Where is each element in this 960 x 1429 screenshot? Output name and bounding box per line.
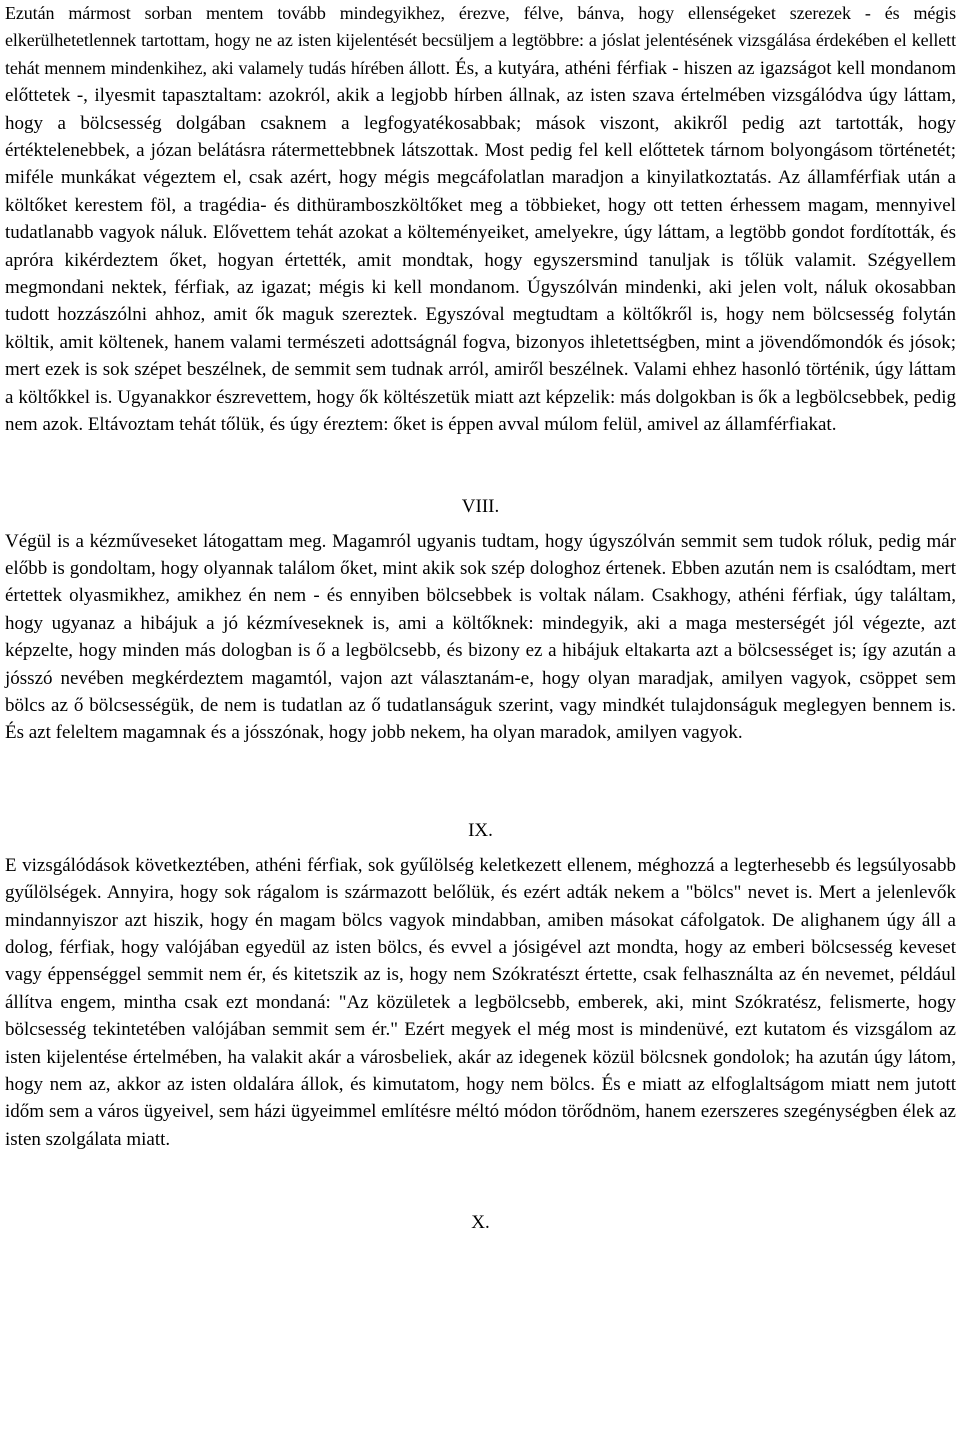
- paragraph-3: E vizsgálódások következtében, athéni férfiak, sok gyűlölség keletkezett ellenem, méghozzá a legterhesebb és legsúlyosabb gyűlölségek. Annyira, hogy sok rágalom is származott belőlük, és ezért adták nekem a "bölcs" nevet is. Mert a jelenlevők mindannyiszor azt hiszik, hogy én magam bölcs vagyok mindabban, amiben másokat cáfolgatok. De alighanem úgy áll a dolog, férfiak, hogy valójában egyedül az isten bölcs, és evvel a jósigével azt mondta, hogy az emberi bölcsesség keveset vagy éppenséggel semmit nem ér, és kitetszik az is, hogy nem Szókratészt értette, csak felhasználta az én nevemet, például állítva engem, mintha csak ezt mondaná: "Az közületek a legbölcsebb, emberek, aki, mint Szókratész, felismerte, hogy bölcsesség tekintetében valójában semmit sem ér." Ezért megyek el még most is mindenüvé, ezt kutatom és vizsgálom az isten kijelentése értelmében, ha valakit akár a városbeliek, akár az idegenek közül bölcsnek gondolok; ha azután úgy látom, hogy nem az, akkor az isten oldalára állok, és kimutatom, hogy nem bölcs. És e miatt az elfoglaltságom miatt nem jutott időm sem a város ügyeivel, sem házi ügyeimmel említésre méltó módon törődnöm, hanem ezerszeres szegénységben élek az isten szolgálata miatt.: [5, 854, 956, 1150]
- paragraph-1-opening: Ezután mármost sorban mentem tovább mindegyikhez, érezve, félve, bánva, hogy ellenségeket szerezek - és mégis elkerülhetetlennek tartottam, hogy ne az isten kijelentését becsüljem a legtöbbre: a jóslat jelentésének vizsgálása érdekében el kellett tehát mennem mindenkihez, aki valamely tudás hírében állott.: [5, 3, 956, 78]
- section-heading-x: X.: [471, 1212, 490, 1234]
- paragraph-2: Végül is a kézműveseket látogattam meg. Magamról ugyanis tudtam, hogy úgyszólván semmit sem tudok róluk, pedig már előbb is gondoltam, hogy olyannak találom őket, mint akik sok szép dologhoz értenek. Ebben azután nem is csalódtam, mert értettek olyasmikhez, amikhez én nem - és ennyiben bölcsebbek is voltak nálam. Csakhogy, athéni férfiak, úgy találtam, hogy ugyanaz a hibájuk a jó kézmíveseknek is, ami a költőknek: mindegyik, aki a maga mesterségét jól végezte, azt képzelte, hogy minden más dologban is ő a legbölcsebb, és bizony ez a hibájuk eltakarta azt a bölcsességet is; így azután a jósszó nevében megkérdeztem magamtól, vajon azt választanám-e, hogy olyan maradjak, amilyen vagyok, csöppet sem bölcs az ő bölcsességük, de nem is tudatlan az ő tudatlanságuk szerint, vagy mindkét tulajdonságuk meglegyen bennem is. És azt feleltem magamnak és a jósszónak, hogy jobb nekem, ha olyan maradok, amilyen vagyok.: [5, 530, 956, 744]
- paragraph-1-middle: És, a kutyára, athéni férfiak - hiszen az igazságot kell mondanom előttetek -, ilyesmit tapasztaltam: azokról, akik a legjobb hírben állnak, az isten szava értelmében vizsgálódva úgy láttam, hogy a bölcsesség dolgában csaknem a legfogyatékosabbak; mások viszont, akikről pedig azt tartották, hogy értéktelenebbek, a józan belátásra rátermettebbnek látszottak.: [5, 57, 956, 162]
- heading-spacer: [5, 520, 956, 528]
- section-heading-viii: VIII.: [461, 495, 500, 517]
- section-gap: [5, 439, 956, 493]
- paragraph-1: [5, 0, 956, 439]
- section-heading-ix: IX.: [468, 819, 493, 841]
- heading-spacer: [5, 844, 956, 852]
- section-gap: [5, 747, 956, 817]
- section-gap: [5, 1153, 956, 1209]
- paragraph-1-closing: Most pedig fel kell előttetek tárnom bolyongásom történetét; miféle munkákat végeztem el, csak azért, hogy mégis megcáfolatlan maradjon a kinyilatkoztatás. Az államférfiak után a költőket kerestem föl, a tragédia- és dithüramboszköltőket meg a többieket, hogy ott tetten érhessem magam, mennyivel tudatlanabb vagyok náluk. Elővettem tehát azokat a költeményeiket, amelyekre, úgy láttam, a legtöbb gondot fordították, és apróra kikérdeztem őket, hogyan értették, amit mondtak, hogy egyszersmind tanuljak is tőlük valamit. Szégyellem megmondani nektek, férfiak, az igazat; mégis ki kell mondanom. Úgyszólván mindenki, aki jelen volt, náluk okosabban tudott hozzászólni ahhoz, amit ők maguk szereztek. Egyszóval megtudtam a költőkről is, hogy nem bölcsesség folytán költik, amit költenek, hanem valami természeti adottságnál fogva, bizonyos ihletettségben, mint a jövendőmondók és jósok; mert ezek is sok szépet beszélnek, de semmit sem tudnak arról, amiről beszélnek. Valami ehhez hasonló történik, úgy láttam a költőkkel is. Ugyanakkor észrevettem, hogy ők költészetük miatt azt képzelik: más dolgokban is ők a legbölcsebbek, pedig nem azok. Eltávoztam tehát tőlük, és úgy éreztem: őket is éppen avval múlom felül, amivel az államférfiakat.: [5, 140, 957, 436]
- document-page: [5, 0, 956, 1236]
